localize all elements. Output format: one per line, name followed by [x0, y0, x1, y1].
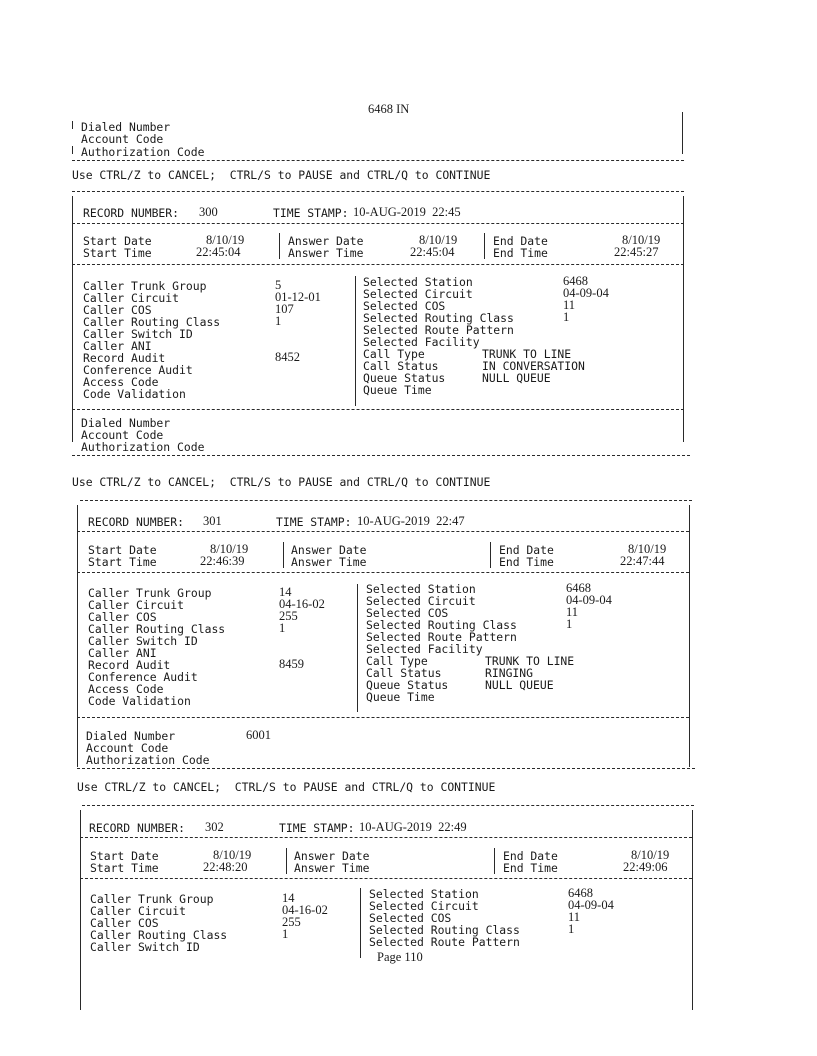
dialed-number-value: 6001 [246, 728, 271, 742]
selected-cos-label: Selected COS [369, 911, 452, 925]
caller-routing-class-value: 1 [282, 927, 289, 941]
selected-routing-class-value: 1 [563, 310, 570, 324]
queue-status-label: Queue Status [363, 371, 446, 385]
access-code-label: Access Code [88, 682, 164, 696]
conference-audit-label: Conference Audit [83, 363, 193, 377]
call-status-value: RINGING [485, 666, 534, 680]
start-date-value: 8/10/19 [210, 542, 249, 556]
record-audit-label: Record Audit [83, 351, 166, 365]
caller-ani-label: Caller ANI [83, 339, 152, 353]
selected-circuit-value: 04-09-04 [563, 286, 609, 300]
caller-trunk-group-value: 5 [275, 278, 282, 292]
answer-end-divider [490, 542, 491, 568]
end-date-label: End Date [493, 234, 548, 248]
answer-date-value: 8/10/19 [419, 233, 458, 247]
start-date-value: 8/10/19 [213, 848, 252, 862]
caller-cos-value: 107 [275, 302, 294, 316]
queue-time-label: Queue Time [366, 690, 435, 704]
end-date-value: 8/10/19 [622, 233, 661, 247]
start-time-value: 22:48:20 [203, 860, 248, 874]
record-bottom-rule [77, 768, 695, 769]
caller-selected-divider [360, 888, 361, 958]
record-right-border [683, 196, 684, 442]
record-rule [77, 531, 689, 532]
start-answer-divider [283, 542, 284, 568]
top-account-code-label: Account Code [81, 132, 164, 146]
conference-audit-label: Conference Audit [88, 670, 198, 684]
ctrl-instructions-1: Use CTRL/Z to CANCEL; CTRL/S to PAUSE and CTRL/Q to CONTINUE [72, 168, 491, 182]
caller-trunk-group-label: Caller Trunk Group [90, 892, 214, 906]
top-dialed-number-label: Dialed Number [81, 120, 171, 134]
record-rule [80, 878, 692, 879]
selected-station-value: 6468 [566, 581, 591, 595]
answer-time-value: 22:45:04 [410, 245, 455, 259]
answer-time-label: Answer Time [288, 246, 364, 260]
record-number-label: RECORD NUMBER: [83, 206, 180, 220]
record-rule [72, 409, 684, 410]
record-number-value: 300 [199, 205, 218, 219]
start-time-label: Start Time [83, 246, 152, 260]
answer-end-divider [484, 233, 485, 259]
caller-circuit-value: 04-16-02 [279, 597, 325, 611]
start-date-label: Start Date [88, 543, 157, 557]
dialed-number-label: Dialed Number [86, 729, 176, 743]
record-bottom-rule [72, 455, 690, 456]
start-time-label: Start Time [90, 861, 159, 875]
selected-circuit-label: Selected Circuit [363, 287, 473, 301]
selected-circuit-value: 04-09-04 [566, 593, 612, 607]
start-answer-divider [279, 233, 280, 259]
account-code-label: Account Code [86, 741, 169, 755]
end-date-label: End Date [499, 543, 554, 557]
record-number-label: RECORD NUMBER: [88, 515, 185, 529]
start-time-value: 22:46:39 [200, 554, 245, 568]
record-right-border [692, 810, 693, 1010]
caller-cos-value: 255 [279, 609, 298, 623]
time-stamp-value: 10-AUG-2019 22:49 [359, 820, 467, 834]
answer-end-divider [494, 848, 495, 874]
end-date-value: 8/10/19 [628, 542, 667, 556]
selected-facility-label: Selected Facility [366, 642, 483, 656]
answer-time-label: Answer Time [294, 861, 370, 875]
end-time-label: End Time [503, 861, 558, 875]
record-rule [72, 264, 684, 265]
record-left-border [80, 810, 81, 1010]
ctrl-instructions-2: Use CTRL/Z to CANCEL; CTRL/S to PAUSE and CTRL/Q to CONTINUE [72, 475, 491, 489]
selected-routing-class-label: Selected Routing Class [363, 311, 514, 325]
caller-selected-divider [355, 276, 356, 406]
caller-routing-class-value: 1 [275, 314, 282, 328]
call-status-label: Call Status [366, 666, 442, 680]
end-time-label: End Time [493, 246, 548, 260]
caller-routing-class-label: Caller Routing Class [90, 928, 228, 942]
caller-circuit-value: 01-12-01 [275, 290, 321, 304]
caller-circuit-value: 04-16-02 [282, 903, 328, 917]
record-rule [77, 572, 689, 573]
selected-station-label: Selected Station [369, 887, 479, 901]
caller-routing-class-value: 1 [279, 621, 286, 635]
time-stamp-label: TIME STAMP: [279, 821, 355, 835]
caller-cos-label: Caller COS [83, 303, 152, 317]
selected-routing-class-value: 1 [566, 617, 573, 631]
queue-status-value: NULL QUEUE [482, 371, 551, 385]
record-audit-label: Record Audit [88, 658, 171, 672]
selected-routing-class-label: Selected Routing Class [369, 923, 520, 937]
record-rule [77, 717, 689, 718]
selected-circuit-label: Selected Circuit [369, 899, 479, 913]
code-validation-label: Code Validation [88, 694, 191, 708]
dialed-number-label: Dialed Number [81, 416, 171, 430]
queue-status-label: Queue Status [366, 678, 449, 692]
start-date-label: Start Date [90, 849, 159, 863]
selected-station-label: Selected Station [366, 582, 476, 596]
top-authorization-code-label: Authorization Code [81, 145, 205, 159]
selected-route-pattern-label: Selected Route Pattern [366, 630, 517, 644]
answer-time-label: Answer Time [291, 555, 367, 569]
record-left-border [77, 505, 78, 767]
time-stamp-value: 10-AUG-2019 22:45 [353, 205, 461, 219]
selected-station-value: 6468 [568, 886, 593, 900]
record-301-top-rule [80, 500, 692, 501]
caller-cos-label: Caller COS [90, 916, 159, 930]
caller-circuit-label: Caller Circuit [83, 291, 180, 305]
call-type-label: Call Type [366, 654, 428, 668]
selected-station-label: Selected Station [363, 275, 473, 289]
call-type-label: Call Type [363, 347, 425, 361]
record-audit-value: 8459 [279, 657, 304, 671]
selected-circuit-value: 04-09-04 [568, 898, 614, 912]
record-rule [80, 837, 692, 838]
selected-route-pattern-label: Selected Route Pattern [369, 935, 520, 949]
authorization-code-label: Authorization Code [81, 440, 205, 454]
header-right-border [682, 112, 683, 154]
caller-circuit-label: Caller Circuit [90, 904, 187, 918]
caller-trunk-group-label: Caller Trunk Group [88, 586, 212, 600]
caller-routing-class-label: Caller Routing Class [83, 315, 221, 329]
end-time-value: 22:49:06 [623, 860, 668, 874]
code-validation-label: Code Validation [83, 387, 186, 401]
time-stamp-label: TIME STAMP: [273, 206, 349, 220]
top-block-left-border-1 [72, 121, 73, 129]
answer-date-label: Answer Date [291, 543, 367, 557]
record-rule [72, 223, 684, 224]
end-time-value: 22:47:44 [620, 554, 665, 568]
selected-routing-class-label: Selected Routing Class [366, 618, 517, 632]
caller-trunk-group-value: 14 [279, 585, 292, 599]
end-date-value: 8/10/19 [631, 848, 670, 862]
caller-ani-label: Caller ANI [88, 646, 157, 660]
queue-status-value: NULL QUEUE [485, 678, 554, 692]
selected-cos-label: Selected COS [363, 299, 446, 313]
selected-station-value: 6468 [563, 274, 588, 288]
selected-cos-value: 11 [563, 298, 576, 312]
start-date-label: Start Date [83, 234, 152, 248]
record-number-value: 301 [203, 514, 222, 528]
selected-circuit-label: Selected Circuit [366, 594, 476, 608]
record-left-border [72, 196, 73, 442]
selected-routing-class-value: 1 [568, 922, 575, 936]
account-code-label: Account Code [81, 428, 164, 442]
caller-routing-class-label: Caller Routing Class [88, 622, 226, 636]
record-number-label: RECORD NUMBER: [89, 821, 186, 835]
record-number-value: 302 [205, 820, 224, 834]
caller-circuit-label: Caller Circuit [88, 598, 185, 612]
caller-switch-id-label: Caller Switch ID [90, 940, 200, 954]
end-time-value: 22:45:27 [614, 245, 659, 259]
record-300-top-rule [72, 191, 684, 192]
selected-route-pattern-label: Selected Route Pattern [363, 323, 514, 337]
selected-cos-label: Selected COS [366, 606, 449, 620]
answer-date-label: Answer Date [288, 234, 364, 248]
page-header-title: 6468 IN [368, 102, 410, 116]
caller-selected-divider [357, 584, 358, 712]
selected-cos-value: 11 [568, 910, 581, 924]
time-stamp-label: TIME STAMP: [276, 515, 352, 529]
top-block-bottom-rule [72, 160, 684, 161]
call-type-value: TRUNK TO LINE [485, 654, 575, 668]
access-code-label: Access Code [83, 375, 159, 389]
record-right-border [689, 505, 690, 767]
record-302-top-rule [82, 805, 694, 806]
caller-switch-id-label: Caller Switch ID [83, 327, 193, 341]
queue-time-label: Queue Time [363, 383, 432, 397]
start-answer-divider [286, 848, 287, 874]
authorization-code-label: Authorization Code [86, 753, 210, 767]
ctrl-instructions-3: Use CTRL/Z to CANCEL; CTRL/S to PAUSE and CTRL/Q to CONTINUE [77, 780, 496, 794]
caller-trunk-group-label: Caller Trunk Group [83, 279, 207, 293]
end-time-label: End Time [499, 555, 554, 569]
start-time-label: Start Time [88, 555, 157, 569]
call-status-label: Call Status [363, 359, 439, 373]
selected-facility-label: Selected Facility [363, 335, 480, 349]
start-date-value: 8/10/19 [206, 233, 245, 247]
answer-date-label: Answer Date [294, 849, 370, 863]
caller-trunk-group-value: 14 [282, 891, 295, 905]
top-block-left-border-2 [72, 146, 73, 154]
call-type-value: TRUNK TO LINE [482, 347, 572, 361]
start-time-value: 22:45:04 [196, 245, 241, 259]
caller-cos-label: Caller COS [88, 610, 157, 624]
time-stamp-value: 10-AUG-2019 22:47 [357, 514, 465, 528]
call-status-value: IN CONVERSATION [482, 359, 585, 373]
page-number: Page 110 [377, 950, 423, 964]
end-date-label: End Date [503, 849, 558, 863]
caller-cos-value: 255 [282, 915, 301, 929]
selected-cos-value: 11 [566, 605, 579, 619]
caller-switch-id-label: Caller Switch ID [88, 634, 198, 648]
record-audit-value: 8452 [275, 350, 300, 364]
